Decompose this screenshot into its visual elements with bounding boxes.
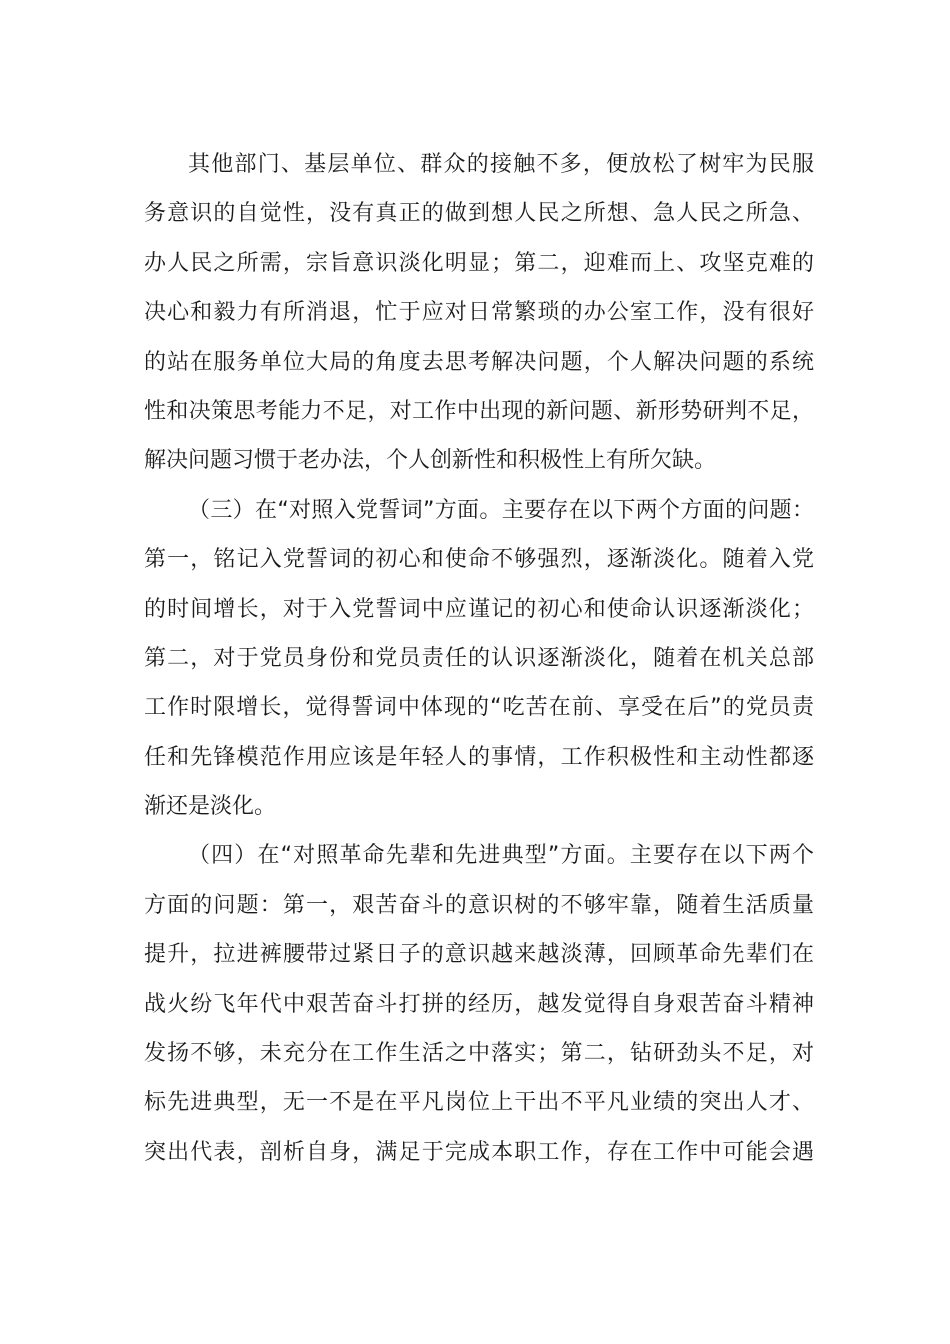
text-line: 渐还是淡化。 bbox=[144, 794, 277, 820]
text-line: 战火纷飞年代中艰苦奋斗打拼的经历，越发觉得自身艰苦奋斗精神 bbox=[144, 991, 814, 1017]
text-line: 突出代表，剖析自身，满足于完成本职工作，存在工作中可能会遇 bbox=[144, 1139, 814, 1165]
text-line: 解决问题习惯于老办法，个人创新性和积极性上有所欠缺。 bbox=[144, 448, 717, 474]
text-line: 方面的问题：第一，艰苦奋斗的意识树的不够牢靠，随着生活质量 bbox=[144, 892, 814, 918]
text-line: 标先进典型，无一不是在平凡岗位上干出不平凡业绩的突出人才、 bbox=[144, 1090, 814, 1116]
paragraph-3 bbox=[144, 831, 814, 1177]
text-line: 的站在服务单位大局的角度去思考解决问题，个人解决问题的系统 bbox=[144, 349, 814, 375]
text-line: 务意识的自觉性，没有真正的做到想人民之所想、急人民之所急、 bbox=[144, 201, 814, 227]
text-line: （三）在“对照入党誓词”方面。主要存在以下两个方面的问题： bbox=[188, 497, 814, 523]
paragraph-1 bbox=[144, 140, 814, 486]
text-line: 性和决策思考能力不足，对工作中出现的新问题、新形势研判不足， bbox=[144, 398, 814, 424]
text-line: 工作时限增长，觉得誓词中体现的“吃苦在前、享受在后”的党员责 bbox=[144, 695, 814, 721]
text-line: 办人民之所需，宗旨意识淡化明显；第二，迎难而上、攻坚克难的 bbox=[144, 250, 814, 276]
text-line: 的时间增长，对于入党誓词中应谨记的初心和使命认识逐渐淡化； bbox=[144, 596, 814, 622]
text-line: 任和先锋模范作用应该是年轻人的事情，工作积极性和主动性都逐 bbox=[144, 744, 814, 770]
document-body bbox=[144, 140, 814, 1177]
text-line: 发扬不够，未充分在工作生活之中落实；第二，钻研劲头不足，对 bbox=[144, 1041, 814, 1067]
text-line: （四）在“对照革命先辈和先进典型”方面。主要存在以下两个 bbox=[188, 843, 814, 869]
text-line: 第二，对于党员身份和党员责任的认识逐渐淡化，随着在机关总部 bbox=[144, 645, 814, 671]
text-line: 第一，铭记入党誓词的初心和使命不够强烈，逐渐淡化。随着入党 bbox=[144, 547, 814, 573]
text-line: 提升，拉进裤腰带过紧日子的意识越来越淡薄，回顾革命先辈们在 bbox=[144, 942, 814, 968]
text-line: 其他部门、基层单位、群众的接触不多，便放松了树牢为民服 bbox=[188, 152, 814, 177]
text-line: 决心和毅力有所消退，忙于应对日常繁琐的办公室工作，没有很好 bbox=[144, 300, 814, 326]
paragraph-2 bbox=[144, 486, 814, 832]
